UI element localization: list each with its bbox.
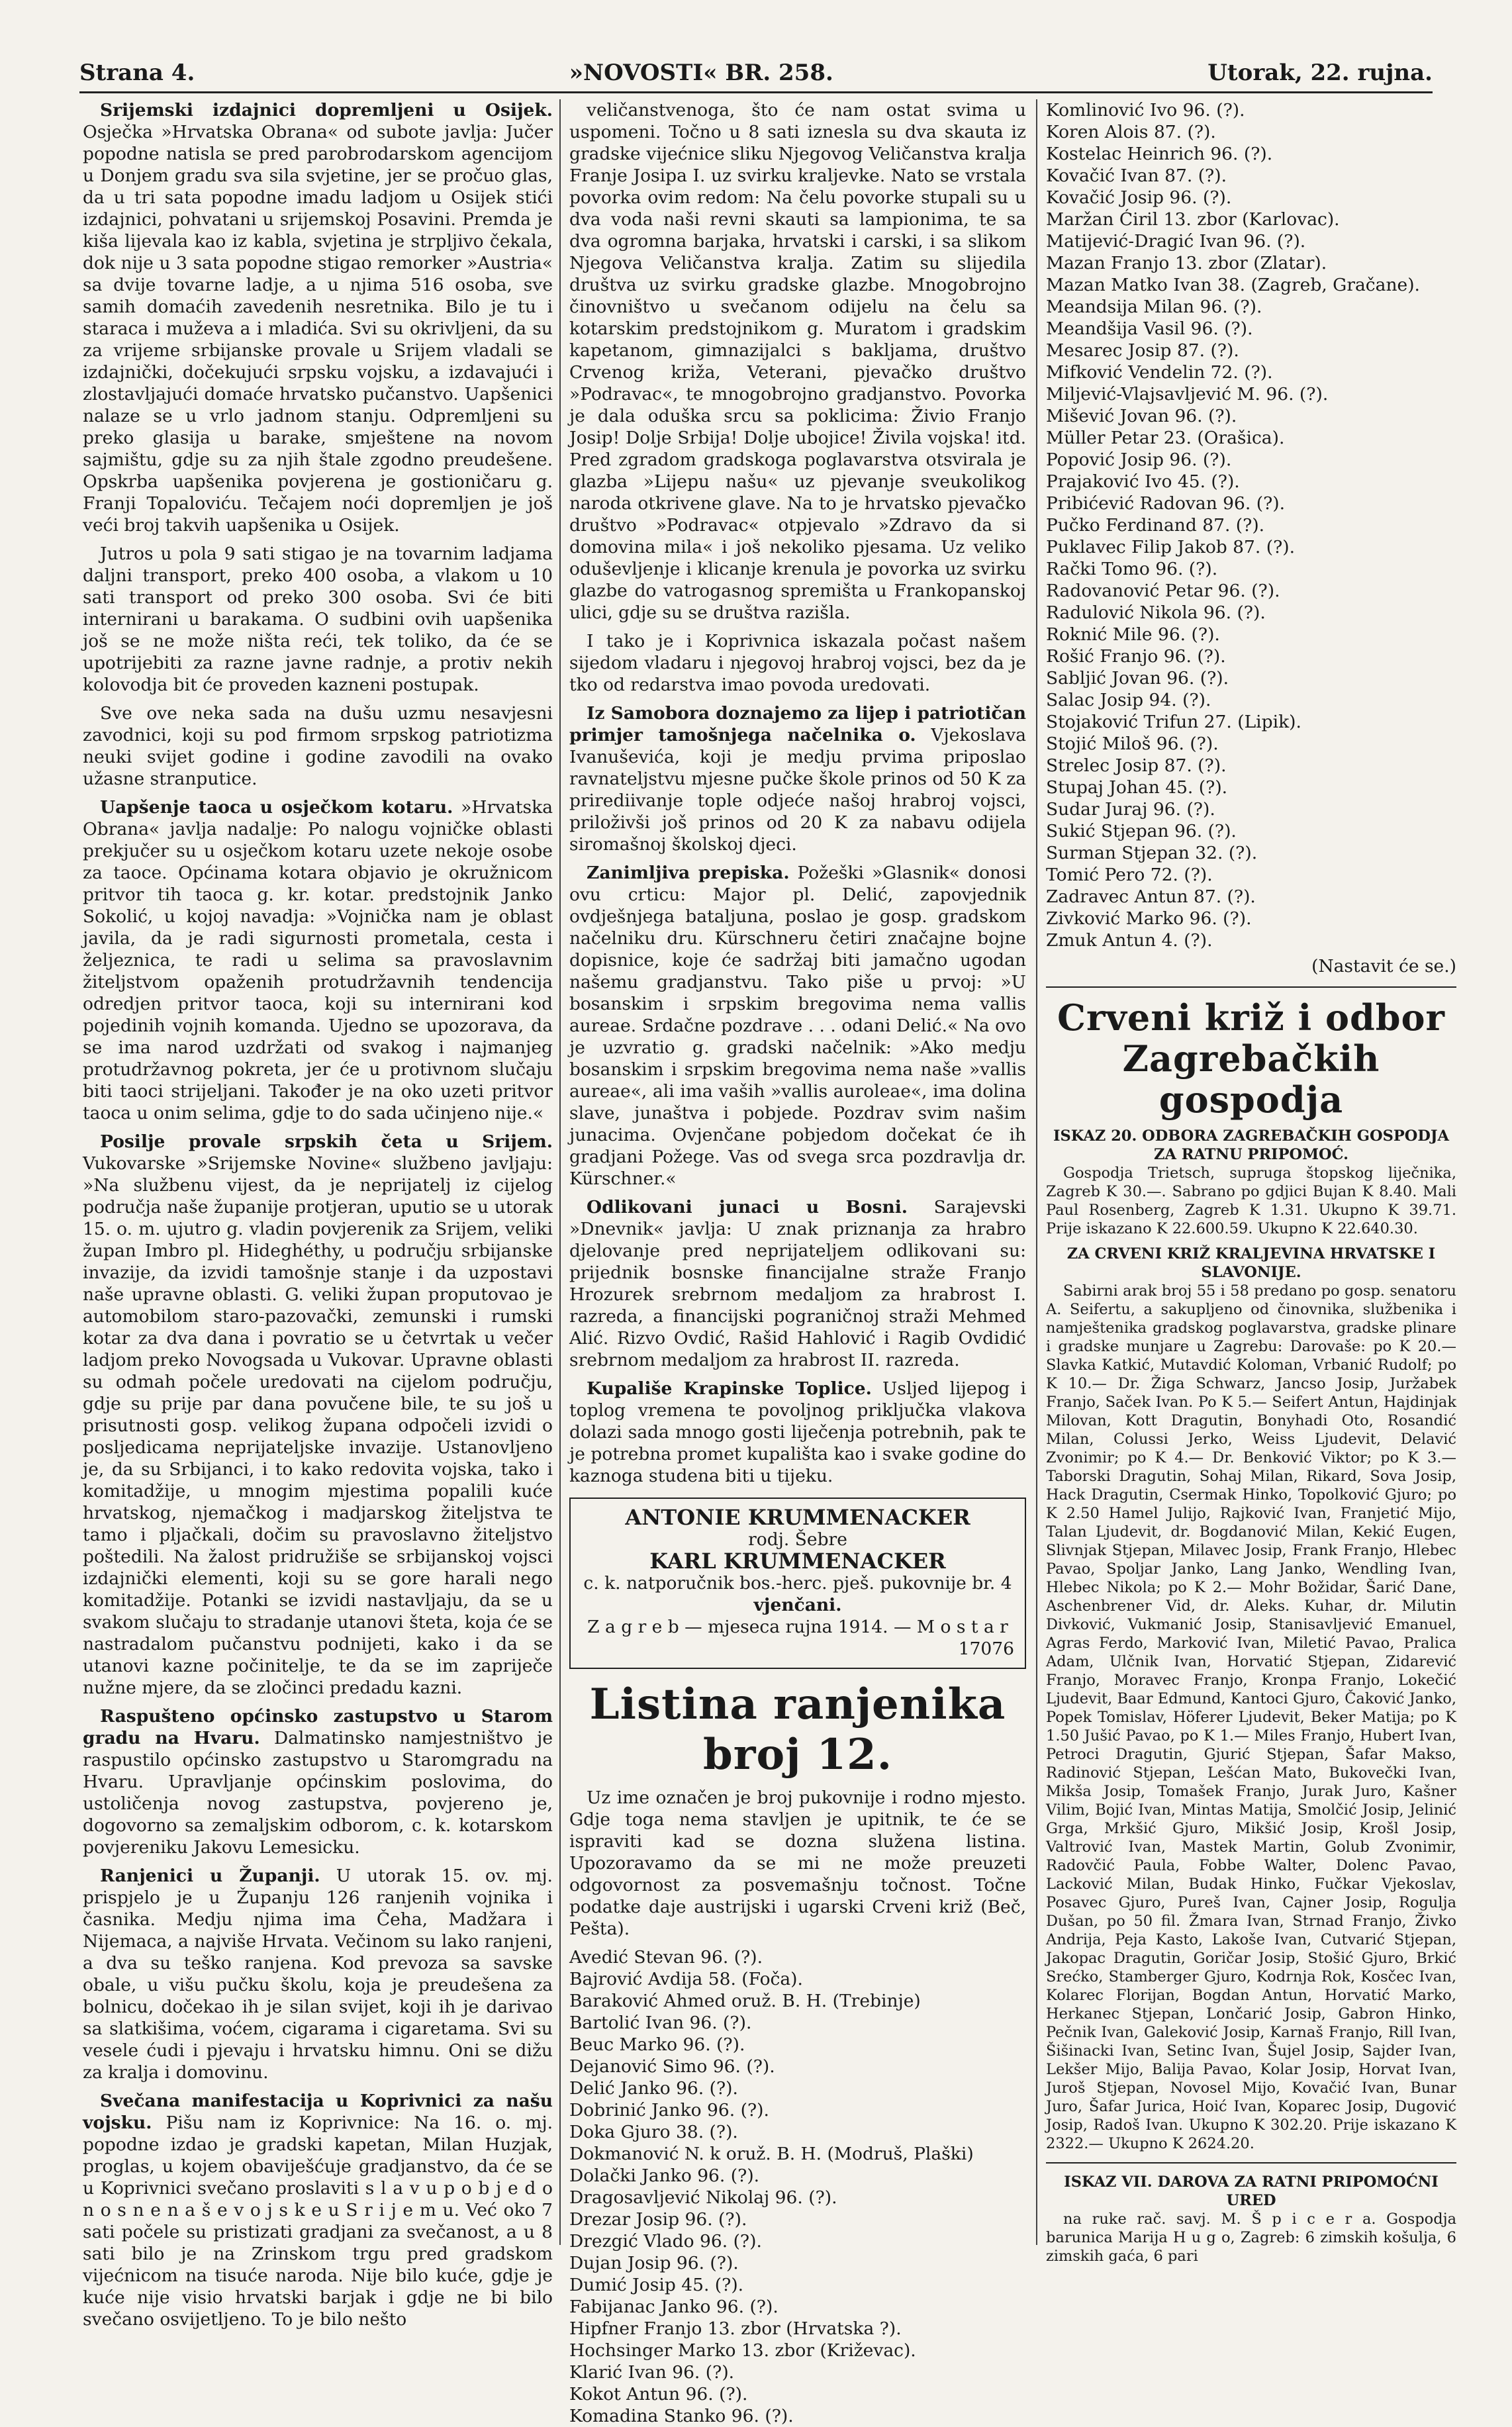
newspaper-issue: »NOVOSTI« BR. 258. <box>569 60 833 86</box>
casualty-entry: Kovačić Josip 96. (?). <box>1046 187 1232 208</box>
casualty-entry: Zadravec Antun 87. (?). <box>1046 886 1256 907</box>
casualty-entry: Delić Janko 96. (?). <box>569 2078 738 2099</box>
notice-rank: c. k. natporučnik bos.-herc. pješ. pukovnije br. 4 <box>583 1573 1012 1594</box>
article-text: Usljed lijepog i toplog vremena te povoljnog priključka vlakova dolazi sada mnogo gosti liječenja potrebnih, pak te je potrebna promet kupališta kao i svake godine do kaznoga studena biti u tijeku. <box>569 1378 1026 1486</box>
casualty-entry: Radulović Nikola 96. (?). <box>1046 602 1266 623</box>
article-paragraph <box>569 630 1026 696</box>
article-paragraph <box>83 543 553 696</box>
article-text: Jutros u pola 9 sati stigao je na tovarnim ladjama daljni transport, preko 400 osoba, a vlakom u 10 sati transport od preko 300 osoba. Svi će biti internirani u barakama. O sudbini ovih uapšenika još se ne može ništa reći, tek toliko, da će se upotrijebiti za razne javne radnje, a protiv nekih kolovodja bit će proveden kazneni postupak. <box>83 544 553 695</box>
casualty-entry: Pribićević Radovan 96. (?). <box>1046 493 1286 514</box>
notice-groom: KARL KRUMMENACKER <box>649 1548 946 1574</box>
casualty-entry: Tomić Pero 72. (?). <box>1046 865 1213 885</box>
notice-bride: ANTONIE KRUMMENACKER <box>625 1505 970 1530</box>
section-divider <box>1046 2162 1456 2164</box>
casualty-entry: Strelec Josip 87. (?). <box>1046 755 1227 776</box>
to-be-continued: (Nastavit će se.) <box>1311 956 1456 976</box>
notice-maiden-name: rodj. Šebre <box>748 1529 847 1550</box>
article-heading: Posilje provale srpskih četa u Srijem. <box>100 1131 553 1152</box>
casualty-entry: Drezgić Vlado 96. (?). <box>569 2231 762 2252</box>
red-cross-croatia-heading: ZA CRVENI KRIŽ KRALJEVINA HRVATSKE I SLAVONIJE. <box>1066 1245 1436 1281</box>
article-paragraph <box>569 862 1026 1190</box>
casualty-entry: Mazan Matko Ivan 38. (Zagreb, Gračane). <box>1046 275 1420 295</box>
casualty-names-list <box>569 1946 1026 2427</box>
article-paragraph <box>83 702 553 790</box>
report-20-text: Gospodja Trietsch, supruga štopskog liječnika, Zagreb K 30.—. Sabrano po gdjici Bujan K 8.40. Mali Paul Rosenberg, Zagreb K 1.31. Ukupno K 39.71. Prije iskazano K 22.600.59. Ukupno K 22.640.30. <box>1046 1165 1456 1237</box>
article-paragraph <box>569 99 1026 624</box>
page-date: Utorak, 22. rujna. <box>1207 60 1433 86</box>
article-paragraph <box>83 1131 553 1699</box>
casualty-entry: Klarić Ivan 96. (?). <box>569 2362 735 2383</box>
casualty-entry: Doka Gjuro 38. (?). <box>569 2122 738 2142</box>
casualty-entry: Stojaković Trifun 27. (Lipik). <box>1046 712 1301 732</box>
casualty-entry: Zivković Marko 96. (?). <box>1046 908 1252 929</box>
article-heading: Zanimljiva prepiska. <box>587 863 790 883</box>
casualty-list-intro: Uz ime označen je broj pukovnije i rodno mjesto. Gdje toga nema stavljen je upitnik, te će se ispraviti kad se dozna služena listina. Upozoravamo da se mi ne može preuzeti odgovornost za posvemašnju točnost. Točne podatke daje austrijski i ugarski Crveni križ (Beč, Pešta). <box>569 1787 1026 1939</box>
casualty-entry: Bartolić Ivan 96. (?). <box>569 2013 752 2033</box>
casualty-entry: Kovačić Ivan 87. (?). <box>1046 166 1227 186</box>
column-2-articles <box>569 99 1026 1487</box>
red-cross-title: Crveni križ i odbor Zagrebačkih gospodja <box>1057 996 1445 1121</box>
article-text: Sarajevski »Dnevnik« javlja: U znak priznanja za hrabro djelovanje pred neprijateljem odlikovani su: prijednik bosnske financijalne straže Franjo Hrozurek srebrnom medaljom za hrabrost I. razreda, a financijski pograničnoj straži Mehmed Alić. Rizvo Ovdić, Rašid Hahlović i Ragib Ovdidić srebrnom medaljom za hrabrost II. razreda. <box>569 1197 1026 1370</box>
casualty-entry: Sukić Stjepan 96. (?). <box>1046 821 1237 841</box>
casualty-names-list-continued <box>1046 99 1456 951</box>
wedding-notice <box>569 1498 1026 1669</box>
report-7-heading: ISKAZ VII. DAROVA ZA RATNI PRIPOMOĆNI URED <box>1064 2173 1439 2209</box>
notice-place-date: Z a g r e b — mjeseca rujna 1914. — M o s t a r <box>587 1617 1008 1637</box>
casualty-entry: Baraković Ahmed oruž. B. H. (Trebinje) <box>569 1991 921 2011</box>
casualty-list-title: Listina ranjenika broj 12. <box>589 1680 1006 1780</box>
casualty-entry: Radovanović Petar 96. (?). <box>1046 581 1280 601</box>
article-text: Požeški »Glasnik« donosi ovu crticu: Major pl. Delić, zapovjednik ovdješnjega bataljuna, poslao je gosp. gradskom načelniku dru. Kürschneru četiri značajne bojne dopisnice, koje će sadržaj biti jamačno ugodan našemu gradjanstvu. Tako piše u prvoj: »U bosanskim i srpskim bregovima nema vallis aureae. Srdačne pozdrave . . . odani Delić.« Na ovo je uzvratio g. gradski načelnik: »Ako medju bosanskim i srpskim bregovima nema naše »vallis aureae«, ali ima vaših »vallis auroleae«, ima dolina slave, junaštva i pobjede. Pozdrav svim našim junacima. Ovjenčane pobjedom dočekat će ih gradjani Požege. Vas od svega srca pozdravlja dr. Kürschner.« <box>569 863 1026 1189</box>
casualty-entry: Surman Stjepan 32. (?). <box>1046 843 1258 863</box>
article-heading: Uapšenje taoca u osječkom kotaru. <box>100 797 453 818</box>
column-rule <box>1036 99 1037 2245</box>
casualty-entry: Komlinović Ivo 96. (?). <box>1046 100 1245 120</box>
article-text: U utorak 15. ov. mj. prispjelo je u Županju 126 ranjenih vojnika i časnika. Medju njima ima Čeha, Madžara i Nijemaca, a najviše Hrvata. Večinom su lako ranjeni, a dva su teško ranjena. Kod prevoza sa savske obale, u višu pučku školu, koja je preudešena za bolnicu, dočekao ih je silan svijet, koji ih je darivao sa slatkišima, voćem, cigarama i cigaretama. Svi su vesele ćudi i pjevaju i hrvatsku himnu. Oni se dižu za kralja i domovinu. <box>83 1866 553 2083</box>
article-text: veličanstvenoga, što će nam ostat svima u uspomeni. Točno u 8 sati iznesla su dva skauta iz gradske vijećnice sliku Njegovog Veličanstva kralja Franje Josipa I. uz svirku kraljevke. Nato se vrstala povorka ovim redom: Na čelu povorke stupali su u dva voda naši revni skauti sa lampionima, te sa dva ogromna barjaka, hrvatski i carski, i sa slikom Njegova Veličanstva kralja. Zatim su slijedila društva uz svirku gradske glazbe. Mnogobrojno činovništvo u svečanom odijelu na čelu sa kotarskim predstojnikom g. Muratom i gradskim kapetanom, gimnazijalci s bakljama, društvo Crvenog križa, Veterani, pjevačko društvo »Podravac«, te mnogobrojno gradjanstvo. Povorka je dala oduška srcu sa poklicima: Živio Franjo Josip! Dolje Srbija! Dolje ubojice! Živila vojska! itd. Pred zgradom gradskoga poglavarstva otsvirala je glazba »Lijepu našu« uz pjevanje sveukolikog naroda otkrivene glave. Na to je hrvatsko pjevačko društvo »Podravac« otpjevalo »Zdravo da si domovina mila« i još nekoliko pjesama. Uz veliko oduševljenje i klicanje krenula je povorka uz svirku glazbe do vatrogasnog spremišta u Frankopanskoj ulici, gdje su se društva razišla. <box>569 100 1026 623</box>
column-3 <box>1046 99 1456 2265</box>
column-2 <box>569 99 1026 2426</box>
casualty-entry: Mesarec Josip 87. (?). <box>1046 340 1239 361</box>
article-paragraph <box>83 796 553 1124</box>
casualty-entry: Dujan Josip 96. (?). <box>569 2253 739 2273</box>
article-text: Osječka »Hrvatska Obrana« od subote javlja: Jučer popodne natisla se pred parobrodarskom agencijom u Donjem gradu sva sila svjetine, jer se pročuo glas, da u tri sata popodne imadu ladjom u Osijek stići izdajnici, pohvatani u srijemskoj Posavini. Premda je kiša lijevala kao iz kabla, svjetina je strpljivo čekala, dok nije u 3 sata popodne stigao remorker »Austria« sa dvije tovarne ladje, a u njima 516 osoba, sve samih domaćih zavedenih nesretnika. Bilo je tu i staraca i muževa a i mladića. Svi su okrivljeni, da su za vrijeme srbijanske provale u Srijem vladali se izdajnički, dočekujući srpsku vojsku, a izdavajući i zlostavljajući domaće hrvatsko pučanstvo. Uapšenici nalaze se u vrlo jadnom stanju. Odpremljeni su preko glasija u barake, smještene na novom sajmištu, gdje su za njih štale zgodno preudešene. Opskrba uapšenika povjerena je gostioničaru g. Franji Topaloviću. Tečajem noći dopremljen je još veći broj takvih uapšenika u Osijek. <box>83 122 553 536</box>
article-text: Sve ove neka sada na dušu uzmu nesavjesni zavodnici, koji su pod firmom srpskog patriotizma neuki svijet godine i godine zavodili na ovako užasne stranputice. <box>83 703 553 789</box>
casualty-entry: Drezar Josip 96. (?). <box>569 2209 747 2230</box>
casualty-entry: Dragosavljević Nikolaj 96. (?). <box>569 2187 837 2208</box>
casualty-entry: Kokot Antun 96. (?). <box>569 2384 748 2404</box>
casualty-entry: Stupaj Johan 45. (?). <box>1046 777 1228 798</box>
casualty-entry: Zmuk Antun 4. (?). <box>1046 930 1213 951</box>
article-text: Vukovarske »Srijemske Novine« službeno javljaju: »Na službenu vijest, da je neprijatelj iz cijelog područja naše županije protjeran, uputio se u utorak 15. o. m. ujutro g. vladin povjerenik za Srijem, veliki župan Imbro pl. Hideghéthy, u području srbijanske invazije, da izvidi tamošnje stanje i da uzpostavi naše upravne oblasti. G. veliki župan proputovao je automobilom staro-pazovački, zemunski i rumski kotar za dva dana i povratio se u četvrtak u večer ladjom preko Novogsada u Vukovar. Upravne oblasti su odmah počele uredovati na cijelom području, gdje su prije par dana povučene bile, te su još u prisutnosti gosp. velikog župana odpočeli izvidi o posljedicama neprijateljske invazije. Ustanovljeno je, da su Srbijanci, i to kako redovita vojska, tako i komitadžije, u mnogim mjestima popalili kuće hrvatskog, njemačkog i madjarskog žiteljstva te tamo i pljačkali, dočim su pravoslavno žiteljstvo poštedili. Na žalost pridružiše se srbijanskoj vojsci izdajnički elementi, koji su se gore harali nego komitadžije. Potanki se izvidi nastavljaju, da se u svakom slučaju to stradanje utanovi šteta, koja će se nastradalom pučanstvu podnijeti, kako i da se utanovi kazne počinitelje, te da se im zapriječe nužne mjere, da se zločinci predadu kazni. <box>83 1153 553 1698</box>
article-paragraph <box>569 1378 1026 1487</box>
casualty-entry: Avedić Stevan 96. (?). <box>569 1947 763 1968</box>
casualty-entry: Stojić Miloš 96. (?). <box>1046 734 1219 754</box>
article-paragraph <box>83 1705 553 1858</box>
article-paragraph <box>569 702 1026 855</box>
casualty-entry: Salac Josip 94. (?). <box>1046 690 1211 710</box>
article-heading: Raspušteno općinsko zastupstvo u Starom gradu na Hvaru. <box>83 1706 553 1748</box>
casualty-entry: Beuc Marko 96. (?). <box>569 2034 745 2055</box>
page-number: Strana 4. <box>79 60 195 86</box>
casualty-entry: Dokmanović N. k oruž. B. H. (Modruš, Plaški) <box>569 2144 974 2164</box>
article-heading: Kupališe Krapinske Toplice. <box>587 1378 872 1399</box>
article-text: Pišu nam iz Koprivnice: Na 16. o. mj. popodne izdao je gradski kapetan, Milan Huzjak, proglas, u kojem obaviješćuje gradjanstvo, da će se u Koprivnici svečano proslaviti s l a v u p o b j e d o n o s n e n a š e v o j s k e u S r i j e m u. Već oko 7 sati počele su pristizati gradjani za svečanost, a u 8 sati bilo je na Zrinskom trgu pred gradskom vijećnicom na tisuće naroda. Nije bilo kuće, gdje je kuće nije visio hrvatski barjak i gdje ne bi bilo svečano osvijetljeno. To je bilo nešto <box>83 2113 553 2330</box>
article-heading: Srijemski izdajnici dopremljeni u Osijek. <box>100 100 553 120</box>
article-paragraph <box>83 1865 553 2083</box>
casualty-entry: Mišević Jovan 96. (?). <box>1046 406 1237 426</box>
article-heading: Iz Samobora doznajemo za lijep i patriotičan primjer tamošnjega načelnika o. <box>569 703 1026 745</box>
casualty-entry: Bajrović Avdija 58. (Foča). <box>569 1969 803 1989</box>
page-header <box>79 46 1433 93</box>
column-rule <box>559 99 561 2245</box>
casualty-entry: Dobrinić Janko 96. (?). <box>569 2100 769 2120</box>
notice-married: vjenčani. <box>753 1595 842 1615</box>
article-paragraph <box>83 2090 553 2330</box>
article-text: »Hrvatska Obrana« javlja nadalje: Po nalogu vojničke oblasti prekjučer su u osječkom kotaru uzete nekoje osobe za taoce. Općinama kotara objavio je okružnicom pritvor tih taoca g. kr. kotar. predstojnik Janko Sokolić, u kojoj navadja: »Vojnička nam je oblast javila, da je radi sigurnosti prometala, cesta i željeznica, te radi u selima sa pravoslavnim žiteljstvom opaženih protudržavnih tendencija odredjen pritvor taoca, koji su internirani kod pojedinih vojnih komanda. Ujedno se upozorava, da se ima narod uzdržati od svakog i najmanjeg protudržavnog pokreta, jer će u protivnom slučaju biti taoci strijeljani. Također je na oko uzeti pritvor taoca u onim selima, gdje to do sada učinjeno nije.« <box>83 797 553 1123</box>
casualty-entry: Fabijanac Janko 96. (?). <box>569 2297 779 2317</box>
casualty-entry: Hochsinger Marko 13. zbor (Križevac). <box>569 2340 916 2361</box>
notice-code: 17076 <box>958 1639 1014 1659</box>
casualty-entry: Prajaković Ivo 45. (?). <box>1046 471 1240 492</box>
article-text: I tako je i Koprivnica iskazala počast našem sijedom vladaru i njegovoj hrabroj vojsci, bez da je tko od redarstva imao povoda uredovati. <box>569 631 1026 695</box>
casualty-entry: Maržan Ćiril 13. zbor (Karlovac). <box>1046 209 1340 230</box>
casualty-entry: Koren Alois 87. (?). <box>1046 122 1216 142</box>
article-heading: Ranjenici u Županji. <box>100 1866 320 1886</box>
casualty-entry: Miljević-Vlajsavljević M. 96. (?). <box>1046 384 1329 404</box>
casualty-entry: Roknić Mile 96. (?). <box>1046 624 1220 645</box>
casualty-entry: Mifković Vendelin 72. (?). <box>1046 362 1273 383</box>
casualty-entry: Müller Petar 23. (Orašica). <box>1046 428 1285 448</box>
section-divider <box>1046 986 1456 988</box>
casualty-entry: Hipfner Franjo 13. zbor (Hrvatska ?). <box>569 2318 902 2339</box>
casualty-entry: Puklavec Filip Jakob 87. (?). <box>1046 537 1296 557</box>
casualty-entry: Popović Josip 96. (?). <box>1046 450 1232 470</box>
report-20-heading: ISKAZ 20. ODBORA ZAGREBAČKIH GOSPODJA ZA RATNU PRIPOMOĆ. <box>1053 1127 1449 1163</box>
casualty-entry: Komadina Stanko 96. (?). <box>569 2406 794 2426</box>
report-7-text: na ruke rač. savj. M. Š p i c e r a. Gospodja barunica Marija H u g o, Zagreb: 6 zimskih košulja, 6 zimskih gaća, 6 pari <box>1046 2211 1456 2265</box>
casualty-entry: Matijević-Dragić Ivan 96. (?). <box>1046 231 1306 252</box>
casualty-entry: Rošić Franjo 96. (?). <box>1046 646 1226 667</box>
column-1 <box>83 99 553 2330</box>
casualty-entry: Dolački Janko 96. (?). <box>569 2165 760 2186</box>
casualty-entry: Kostelac Heinrich 96. (?). <box>1046 144 1273 164</box>
article-paragraph <box>569 1196 1026 1371</box>
casualty-entry: Sudar Juraj 96. (?). <box>1046 799 1215 820</box>
article-paragraph <box>83 99 553 536</box>
casualty-entry: Pučko Ferdinand 87. (?). <box>1046 515 1265 536</box>
casualty-entry: Meandsija Milan 96. (?). <box>1046 297 1262 317</box>
casualty-entry: Mazan Franjo 13. zbor (Zlatar). <box>1046 253 1327 273</box>
article-text: Dalmatinsko namjestništvo je raspustilo općinsko zastupstvo u Staromgradu na Hvaru. Upravljanje općinskim poslovima, do ustoličenja novog zastupstva, povjereno je, dogovorno sa zemaljskim odborom, c. k. kotarskom povjereniku Jakovu Lemesicku. <box>83 1728 553 1858</box>
article-text: Vjekoslava Ivanuševića, koji je medju prvima priposlao ravnateljstvu mjesne pučke škole prinos od 50 K za prirediivanje tople odjeće našoj hrabroj vojsci, priloživši još prinos od 20 K za nabavu odijela siromašnoj školskoj djeci. <box>569 725 1026 855</box>
casualty-entry: Sabljić Jovan 96. (?). <box>1046 668 1229 689</box>
donation-list-text: Sabirni arak broj 55 i 58 predano po gosp. senatoru A. Seifertu, a sakupljeno od činovnika, službenika i namještenika gradskog poglavarstva, gradske plinare i gradske munjare u Zagrebu: Darovaše: po K 20.— Slavka Katkić, Mutavdić Koloman, Vrbanić Rudolf; po K 10.— Dr. Žiga Schwarz, Jancso Josip, Juržabek Franjo, Saček Ivan. Po K 5.— Seifert Antun, Hajdinjak Milovan, Kott Dragutin, Bonyhadi Oto, Rosandić Milan, Colussi Jerko, Weiss Ljudevit, Delavić Zvonimir; po K 4.— Dr. Benković Viktor; po K 3.— Taborski Dragutin, Sohaj Milan, Rikard, Sova Josip, Hack Dragutin, Csermak Hinko, Topolković Gjuro; po K 2.50 Hamel Julijo, Rajković Ivan, Franjetić Mijo, Talan Ljudevit, dr. Bogdanović Milan, Kekić Eugen, Slivnjak Stjepan, Milavec Josip, Frank Franjo, Hlebec Pavao, Spoljar Janko, Lang Janko, Wendling Ivan, Hlebec Nikola; po K 2.— Mohr Božidar, Šarić Dane, Aschenbrener Vid, dr. Aleks. Kuhar, dr. Milutin Divković, Vukmanić Josip, Stanisavljević Emanuel, Agras Ferdo, Marković Ivan, Miletić Pavao, Pralica Adam, Ulčnik Ivan, Horvatić Stjepan, Zidarević Franjo, Moravec Franjo, Kronpa Franjo, Lokečić Ljudevit, Baar Edmund, Kantoci Gjuro, Čaković Janko, Popek Tomislav, Höferer Ljudevit, Beker Matija; po K 1.50 Jušić Pavao, po K 1.— Miles Franjo, Hubert Ivan, Petroci Dragutin, Gjurić Stjepan, Šafar Makso, Radinović Stjepan, Lešćan Mato, Bukovečki Ivan, Mikša Josip, Tomašek Franjo, Jurak Juro, Kašner Vilim, Bojić Ivan, Mintas Matija, Smolčić Josip, Jelinić Grga, Mrkšić Gjuro, Mikšić Josip, Krošl Josip, Valtrović Ivan, Mastek Martin, Golub Zvonimir, Radovčić Paula, Fobbe Walter, Dolenc Pavao, Lacković Milan, Budak Hinko, Fučkar Vjekoslav, Posavec Gjuro, Pureš Ivan, Cajner Josip, Rogulja Dušan, po 50 fil. Žmara Ivan, Strnad Franjo, Živko Andrija, Peja Kasto, Lakoše Ivan, Cutvarić Stjepan, Jakopac Dragutin, Goričar Josip, Stošić Gjuro, Brkić Srećko, Stamberger Gjuro, Kodrnja Rok, Kosčec Ivan, Kolarec Florijan, Bogdan Antun, Horvatić Marko, Herkanec Stjepan, Lončarić Josip, Gabron Hinko, Pečnik Ivan, Galeković Josip, Karnaš Franjo, Rill Ivan, Šišinacki Ivan, Setinc Ivan, Šujel Josip, Sajder Ivan, Lekšer Mijo, Balija Pavao, Kolar Josip, Horvat Ivan, Juroš Stjepan, Novosel Mijo, Kovačić Ivan, Bunar Juro, Šafar Jurica, Hoić Ivan, Koparec Josip, Dugović Josip, Radoš Ivan. Ukupno K 302.20. Prije iskazano K 2322.— Ukupno K 2624.20. <box>1046 1282 1456 2152</box>
article-heading: Svečana manifestacija u Koprivnici za našu vojsku. <box>83 2091 553 2133</box>
article-heading: Odlikovani junaci u Bosni. <box>587 1197 908 1217</box>
casualty-entry: Meandšija Vasil 96. (?). <box>1046 318 1253 339</box>
casualty-entry: Dumić Josip 45. (?). <box>569 2275 744 2295</box>
casualty-entry: Dejanović Simo 96. (?). <box>569 2056 775 2077</box>
casualty-entry: Rački Tomo 96. (?). <box>1046 559 1218 579</box>
